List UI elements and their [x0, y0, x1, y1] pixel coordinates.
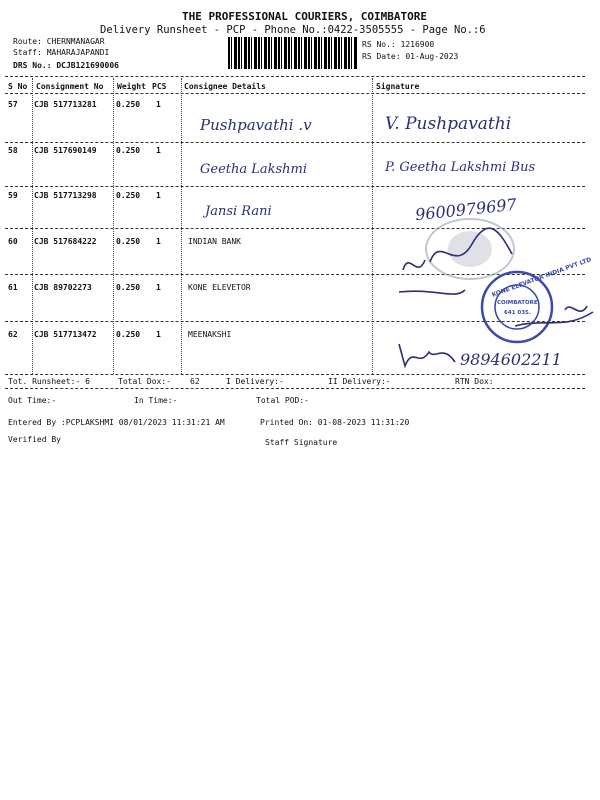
- rs-date: RS Date: 01-Aug-2023: [362, 52, 459, 61]
- col-signature: Signature: [376, 82, 420, 91]
- col-sno: S No: [8, 82, 28, 91]
- row-consignee: KONE ELEVETOR: [188, 283, 251, 292]
- row-signature-phone: 9600979697: [414, 194, 518, 225]
- row-pcs: 1: [156, 330, 161, 339]
- row-consignment: CJB 517713281: [34, 100, 97, 109]
- col-consignee: Consignee Details: [184, 82, 266, 91]
- row-pcs: 1: [156, 237, 161, 246]
- row-rule: [5, 142, 585, 143]
- row-consignment: CJB 517713472: [34, 330, 97, 339]
- col-sep: [32, 78, 33, 374]
- printed-on: Printed On: 01-08-2023 11:31:20: [260, 418, 410, 427]
- total-pod: Total POD:-: [256, 396, 309, 405]
- row-sno: 62: [8, 330, 18, 339]
- row-pcs: 1: [156, 100, 161, 109]
- barcode: [228, 37, 358, 69]
- row-weight: 0.250: [116, 237, 141, 246]
- route-label: Route: CHERNMANAGAR: [13, 37, 105, 46]
- drs-number: DRS No.: DCJB121690006: [13, 61, 119, 70]
- signature-scribble: [395, 338, 465, 372]
- first-delivery: I Delivery:-: [226, 377, 284, 386]
- col-pcs: PCS: [152, 82, 167, 91]
- row-weight: 0.250: [116, 191, 141, 200]
- row-sno: 57: [8, 100, 18, 109]
- verified-by: Verified By: [8, 435, 61, 444]
- scribble-signature: [395, 240, 595, 350]
- total-dox-label: Total Dox:-: [118, 377, 171, 386]
- out-time: Out Time:-: [8, 396, 57, 405]
- row-pcs: 1: [156, 283, 161, 292]
- stamp-text: KONE ELEVATOR INDIA PVT LTD: [490, 256, 593, 299]
- row-rule: [5, 186, 585, 187]
- row-consignment: CJB 517713298: [34, 191, 97, 200]
- row-consignee: MEENAKSHI: [188, 330, 232, 339]
- footer-rule: [5, 388, 585, 389]
- row-sno: 61: [8, 283, 18, 292]
- table-bottom-rule: [5, 374, 585, 375]
- staff-label: Staff: MAHARAJAPANDI: [13, 48, 110, 57]
- total-dox-value: 62: [190, 377, 200, 386]
- company-title: THE PROFESSIONAL COURIERS, COIMBATORE: [182, 10, 428, 23]
- row-consignee-handwritten: Jansi Rani: [205, 204, 272, 219]
- col-sep: [181, 78, 182, 374]
- row-consignment: CJB 89702273: [34, 283, 92, 292]
- staff-signature: Staff Signature: [265, 438, 338, 447]
- col-consignment: Consignment No: [36, 82, 104, 91]
- row-signature-phone: 9894602211: [460, 350, 562, 369]
- col-weight: Weight: [117, 82, 146, 91]
- row-weight: 0.250: [116, 100, 141, 109]
- row-weight: 0.250: [116, 146, 141, 155]
- row-pcs: 1: [156, 191, 161, 200]
- row-sno: 58: [8, 146, 18, 155]
- row-pcs: 1: [156, 146, 161, 155]
- stamp-pin: 641 035.: [504, 310, 531, 316]
- row-weight: 0.250: [116, 330, 141, 339]
- header-top-rule: [5, 76, 585, 77]
- row-consignment: CJB 517690149: [34, 146, 97, 155]
- row-consignee-handwritten: Pushpavathi .v: [200, 116, 312, 134]
- row-sno: 59: [8, 191, 18, 200]
- entered-by: Entered By :PCPLAKSHMI 08/01/2023 11:31:21 AM: [8, 418, 225, 427]
- row-signature: P. Geetha Lakshmi Bus: [385, 160, 536, 175]
- runsheet-subtitle: Delivery Runsheet - PCP - Phone No.:0422-3505555 - Page No.:6: [100, 24, 486, 36]
- rtn-dox: RTN Dox:: [455, 377, 494, 386]
- rs-number: RS No.: 1216900: [362, 40, 435, 49]
- row-consignment: CJB 517684222: [34, 237, 97, 246]
- row-signature: V. Pushpavathi: [385, 114, 512, 134]
- second-delivery: II Delivery:-: [328, 377, 391, 386]
- row-sno: 60: [8, 237, 18, 246]
- total-runsheet: Tot. Runsheet:- 6: [8, 377, 90, 386]
- header-bottom-rule: [5, 93, 585, 94]
- col-sep: [372, 78, 373, 374]
- row-consignee-handwritten: Geetha Lakshmi: [200, 162, 308, 177]
- in-time: In Time:-: [134, 396, 178, 405]
- row-consignee: INDIAN BANK: [188, 237, 241, 246]
- row-weight: 0.250: [116, 283, 141, 292]
- stamp-city: COIMBATORE: [497, 300, 538, 306]
- col-sep: [113, 78, 114, 374]
